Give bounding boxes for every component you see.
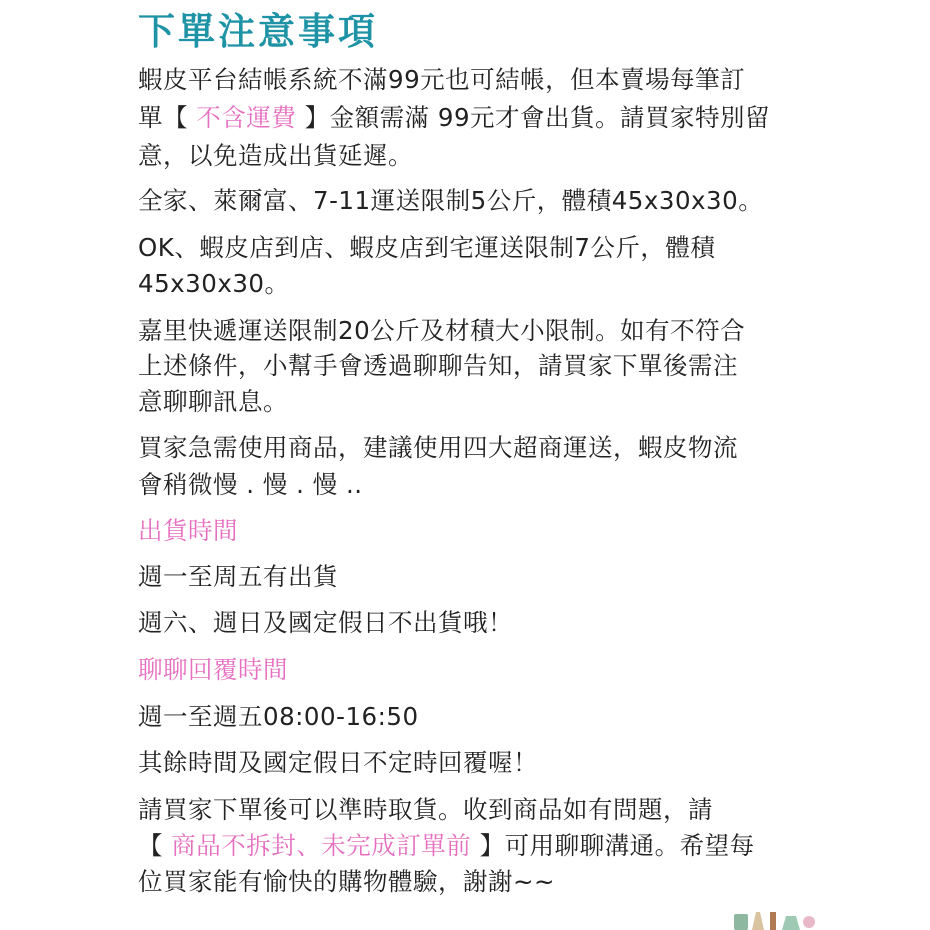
paragraph-line: 週一至周五有出貨 <box>138 562 338 591</box>
paragraph-line: 位買家能有愉快的購物體驗，謝謝~~ <box>138 867 556 896</box>
paragraph-line <box>138 98 770 138</box>
paragraph-line: 嘉里快遞運送限制20公斤及材積大小限制。如有不符合 <box>138 316 746 345</box>
bracket-text: 單【 <box>138 103 188 132</box>
paragraph-line: 會稍微慢 . 慢 . 慢 .. <box>138 470 363 499</box>
highlight-text: 不含運費 <box>188 103 305 132</box>
shipping-time-heading: 出貨時間 <box>138 516 238 545</box>
paragraph-line: 全家、萊爾富、7-11運送限制5公斤，體積45x30x30。 <box>138 186 764 215</box>
notice-title: 下單注意事項 <box>138 10 378 53</box>
paragraph-line: 週一至週五08:00-16:50 <box>138 702 419 731</box>
paragraph-line: 45x30x30。 <box>138 269 290 298</box>
paragraph-line: 買家急需使用商品，建議使用四大超商運送，蝦皮物流 <box>138 433 738 462</box>
paragraph-text: 】金額需滿 99元才會出貨。請買家特別留 <box>304 103 771 132</box>
bracket-text: 【 <box>138 831 163 860</box>
paragraph-line: OK、蝦皮店到店、蝦皮店到宅運送限制7公斤，體積 <box>138 233 716 262</box>
paragraph-line <box>138 826 755 866</box>
paragraph-line: 上述條件，小幫手會透過聊聊告知，請買家下單後需注 <box>138 351 738 380</box>
chat-reply-time-heading: 聊聊回覆時間 <box>138 655 288 684</box>
paragraph-line: 意聊聊訊息。 <box>138 387 288 416</box>
paragraph-line: 週六、週日及國定假日不出貨哦！ <box>138 608 513 637</box>
decorative-illustration <box>730 910 818 930</box>
paragraph-line: 請買家下單後可以準時取貨。收到商品如有問題，請 <box>138 795 713 824</box>
paragraph-line: 蝦皮平台結帳系統不滿99元也可結帳，但本賣場每筆訂 <box>138 65 746 94</box>
paragraph-line: 意，以免造成出貨延遲。 <box>138 141 413 170</box>
highlight-text: 商品不拆封、未完成訂單前 <box>163 831 480 860</box>
paragraph-text: 】可用聊聊溝通。希望每 <box>479 831 755 860</box>
paragraph-line: 其餘時間及國定假日不定時回覆喔！ <box>138 748 538 777</box>
